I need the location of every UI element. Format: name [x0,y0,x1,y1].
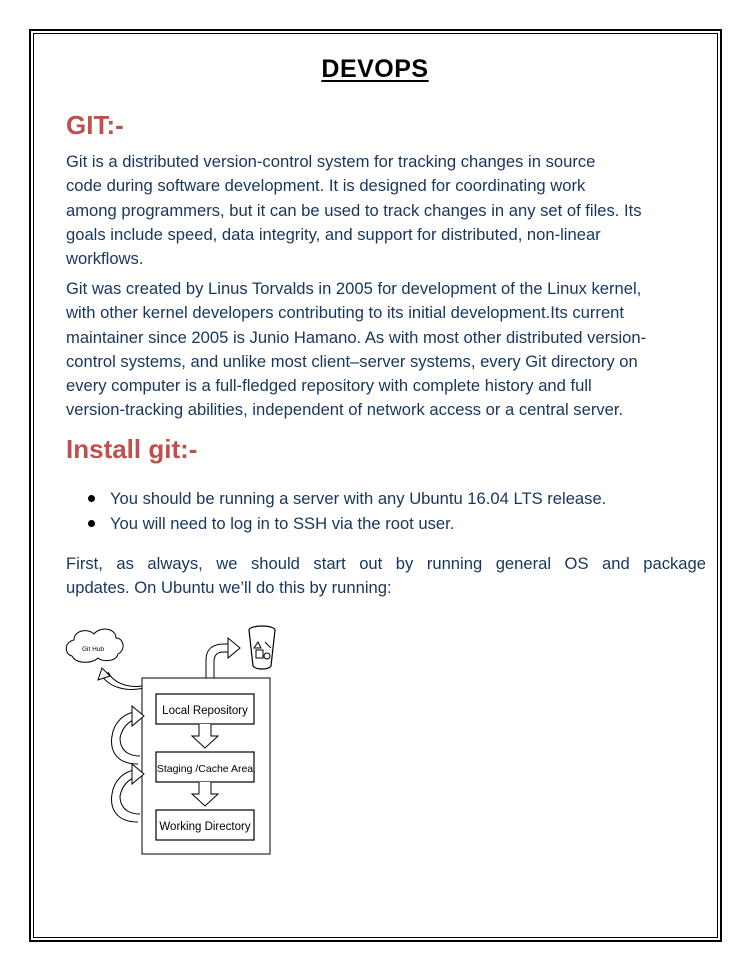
install-requirements-list [88,486,606,536]
list-item-text: You will need to log in to SSH via the root user. [110,514,455,533]
bucket-icon [249,626,275,669]
git-workflow-diagram [62,618,292,858]
push-arrow-icon [108,672,142,686]
text-line: First, as always, we should start out by running general OS and package [66,554,706,573]
staging-area-label: Staging /Cache Area [156,763,254,775]
list-item-text: You should be running a server with any Ubuntu 16.04 LTS release. [110,489,607,508]
page-title: DEVOPS [321,55,429,83]
text-line: workflows. [66,249,144,269]
text-line: code during software development. It is designed for coordinating work [66,176,586,196]
install-paragraph [66,552,716,601]
git-paragraph-1 [66,150,716,271]
install-git-heading: Install git:- [66,434,198,464]
github-label: Git Hub [81,646,105,653]
git-paragraph-2 [66,277,716,423]
add-loop-arrow-icon [112,764,144,822]
local-repository-label: Local Repository [162,705,248,717]
list-item [88,486,606,511]
text-line: among programmers, but it can be used to track changes in any set of files. Its [66,200,642,220]
text-line: Git was created by Linus Torvalds in 2005 for development of the Linux kernel, [66,279,642,298]
commit-loop-arrow-icon [112,706,144,764]
text-line: maintainer since 2005 is Junio Hamano. As with most other distributed version- [66,327,647,347]
list-item [88,511,606,536]
text-line: updates. On Ubuntu we’ll do this by running: [66,578,392,598]
bullet-icon [88,520,95,527]
text-line: goals include speed, data integrity, and support for distributed, non-linear [66,224,601,244]
text-line: with other kernel developers contributing to its initial development.Its current [66,303,625,323]
git-heading: GIT:- [66,110,124,140]
text-line: control systems, and unlike most client–server systems, every Git directory on [66,351,638,371]
text-line: version-tracking abilities, independent of network access or a central server. [66,400,624,420]
working-directory-label: Working Directory [159,821,251,833]
text-line: Git is a distributed version-control system for tracking changes in source [66,152,596,171]
text-line: every computer is a full-fledged repository with complete history and full [66,376,592,396]
fetch-arrow-icon [206,638,240,678]
bullet-icon [88,495,95,502]
github-cloud-icon [66,629,123,662]
